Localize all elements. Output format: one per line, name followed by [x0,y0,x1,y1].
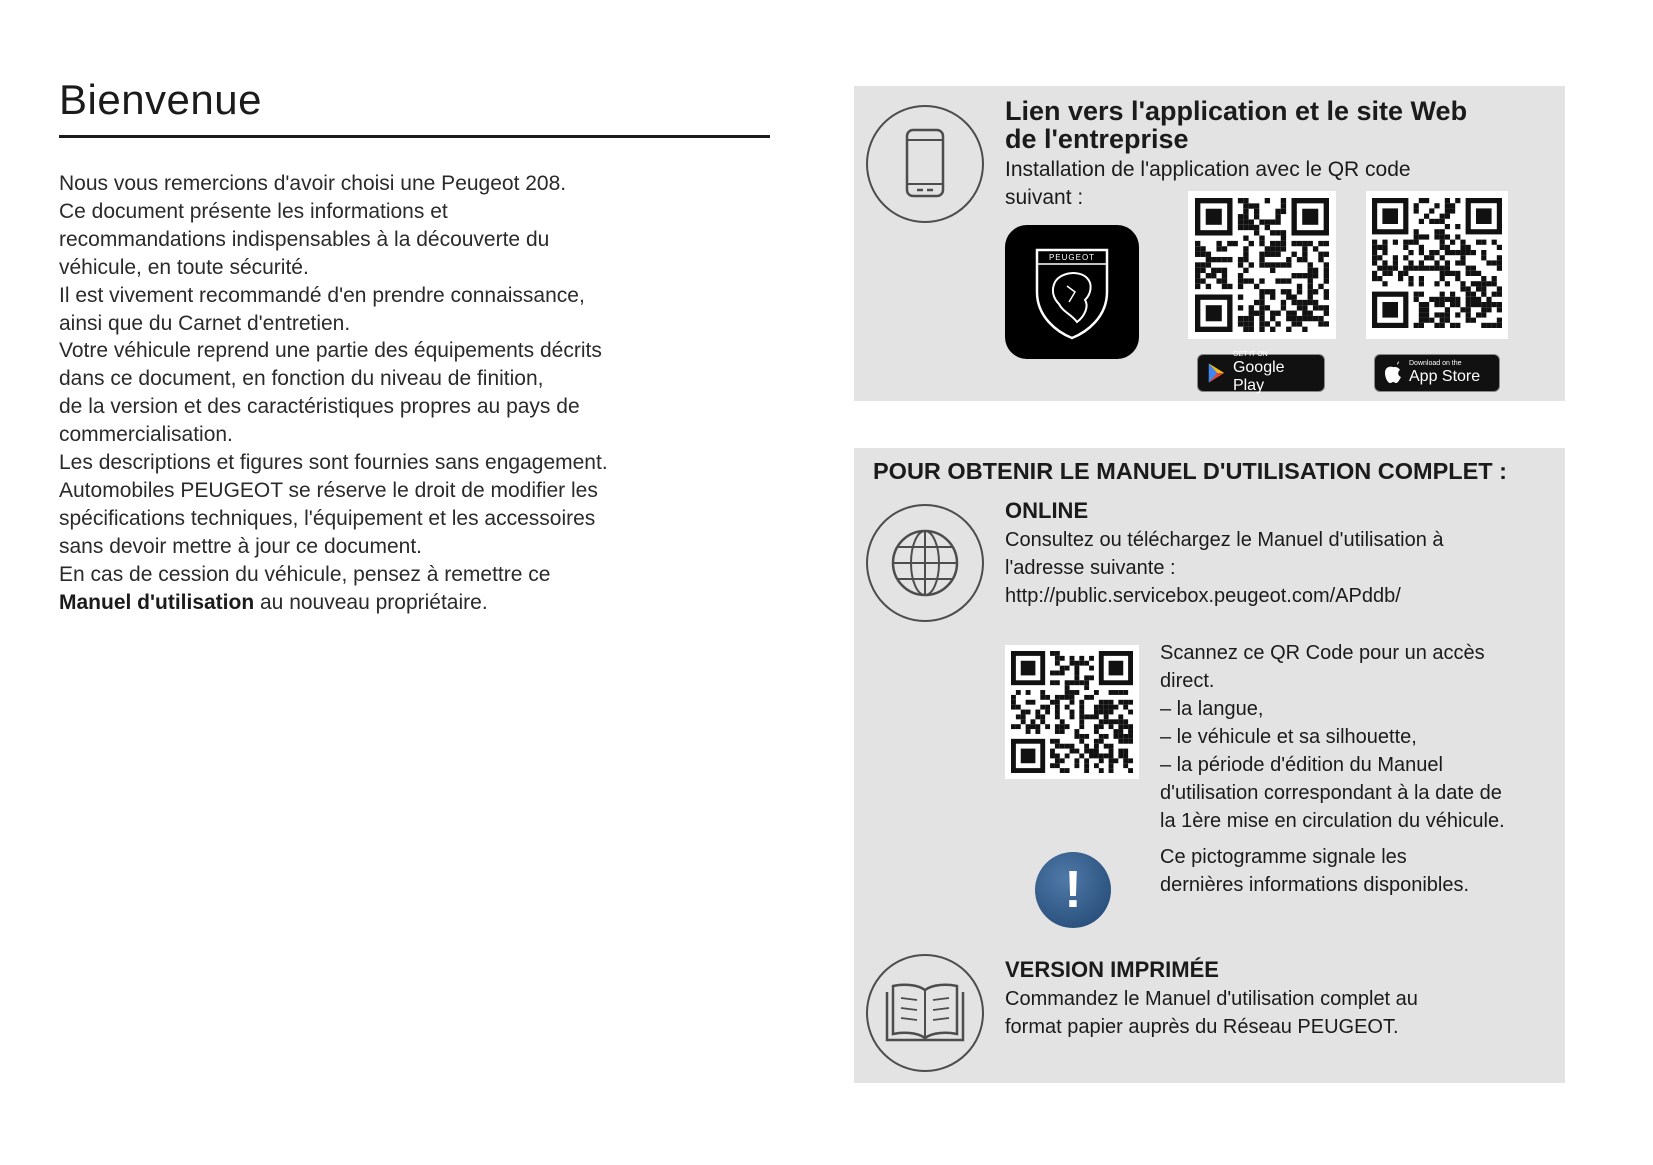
app-store-big-text: App Store [1409,368,1481,385]
picto-text [1160,843,1469,899]
intro-line: En cas de cession du véhicule, pensez à remettre ce [59,562,551,586]
book-icon [866,954,984,1072]
qr-code-app-store[interactable] [1366,191,1508,339]
picto-line: Ce pictogramme signale les [1160,846,1407,868]
scan-line: la 1ère mise en circulation du véhicule. [1160,810,1505,832]
google-play-small-text: GET IT ON [1232,351,1268,358]
scan-line: – le véhicule et sa silhouette, [1160,726,1417,748]
scan-line: direct. [1160,670,1215,692]
printed-title: VERSION IMPRIMÉE [1005,957,1219,982]
peugeot-logo-text: PEUGEOT [1048,253,1096,262]
app-store-small-text: Download on the [1409,360,1462,367]
google-play-big-text: Google Play [1232,359,1285,394]
intro-line: spécifications techniques, l'équipement et les accessoires [59,506,596,530]
printed-text [1005,985,1418,1041]
intro-last-line [59,589,759,617]
title-divider [59,135,770,138]
google-play-badge[interactable] [1197,351,1325,394]
online-url-link[interactable]: http://public.servicebox.peugeot.com/APddb/ [1005,585,1401,607]
scan-line: d'utilisation correspondant à la date de [1160,782,1502,804]
apple-icon [1383,361,1403,385]
intro-text [59,170,759,617]
app-store-badge[interactable] [1374,354,1500,392]
intro-line: Nous vous remercions d'avoir choisi une Peugeot 208. [59,172,567,195]
intro-line: Il est vivement recommandé d'en prendre connaissance, [59,283,585,307]
qr-code-google-play[interactable] [1188,191,1336,339]
online-title: ONLINE [1005,498,1089,523]
printed-line: format papier auprès du Réseau PEUGEOT. [1005,1016,1399,1038]
online-line: l'adresse suivante : [1005,557,1176,579]
app-heading-line: Lien vers l'application et le site Web [1005,96,1468,126]
online-line: Consultez ou téléchargez le Manuel d'utilisation à [1005,529,1444,551]
printed-line: Commandez le Manuel d'utilisation complet au [1005,988,1418,1010]
app-install-line: suivant : [1005,186,1084,209]
intro-line: Ce document présente les informations et [59,199,448,223]
intro-line: ainsi que du Carnet d'entretien. [59,311,351,335]
scan-line: – la langue, [1160,698,1264,720]
intro-line: de la version et des caractéristiques propres au pays de [59,395,580,419]
scan-line: – la période d'édition du Manuel [1160,754,1443,776]
online-text [1005,526,1444,610]
google-play-icon [1206,361,1227,385]
intro-line: sans devoir mettre à jour ce document. [59,534,423,558]
qr-code-manual[interactable] [1005,645,1139,779]
intro-line: Automobiles PEUGEOT se réserve le droit de modifier les [59,478,598,502]
manual-bold-text: Manuel d'utilisation [59,590,255,614]
app-install-line: Installation de l'application avec le QR code [1005,158,1411,181]
intro-line: recommandations indispensables à la découverte du [59,227,550,251]
intro-line: Votre véhicule reprend une partie des équipements décrits [59,339,602,363]
globe-icon [866,504,984,622]
page-title: Bienvenue [59,76,262,123]
intro-line: commercialisation. [59,423,233,447]
intro-line: Les descriptions et figures sont fournies sans engagement. [59,451,608,475]
intro-line: véhicule, en toute sécurité. [59,255,309,279]
intro-line: dans ce document, en fonction du niveau de finition, [59,367,544,391]
intro-last-rest: au nouveau propriétaire. [254,590,488,614]
picto-line: dernières informations disponibles. [1160,874,1470,896]
smartphone-icon [866,105,984,223]
app-heading [1005,97,1467,153]
scan-line: Scannez ce QR Code pour un accès [1160,642,1485,664]
exclamation-icon: ! [1035,852,1111,928]
peugeot-app-logo[interactable] [1005,225,1139,359]
scan-text [1160,639,1505,835]
manual-panel-heading: POUR OBTENIR LE MANUEL D'UTILISATION COMPLET : [873,458,1507,484]
app-heading-line: de l'entreprise [1005,124,1189,154]
